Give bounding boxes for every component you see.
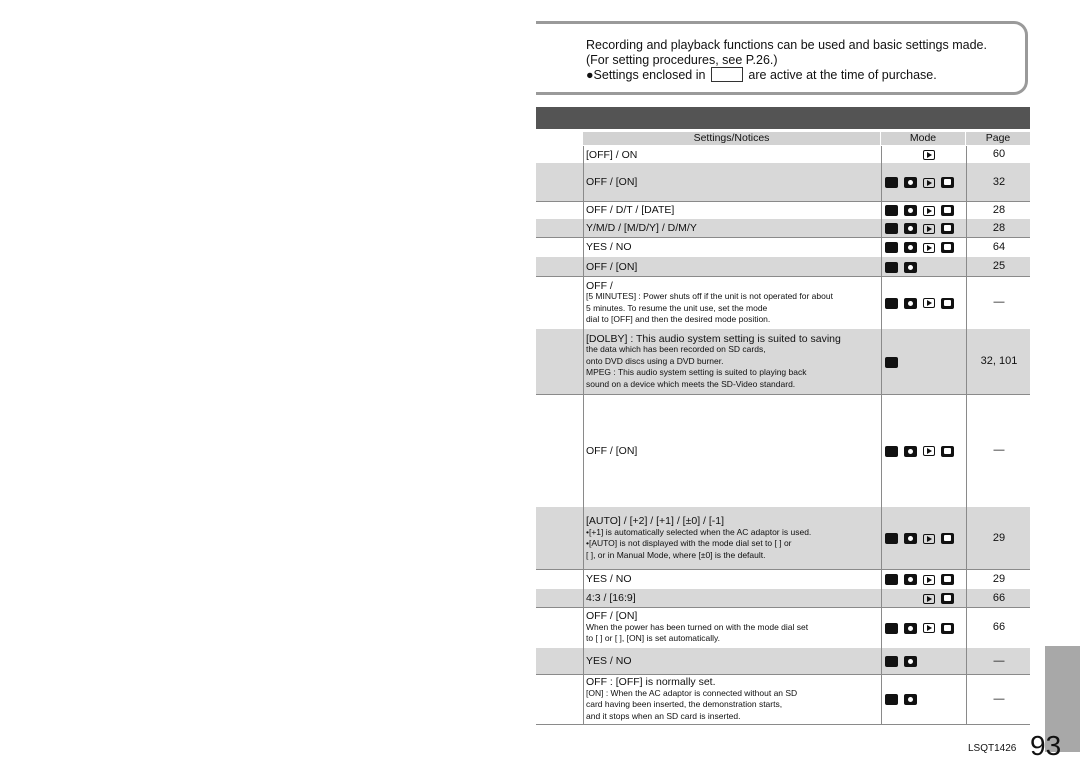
mode-icons [885, 574, 960, 586]
photo-mode-icon [904, 623, 917, 634]
blank-mode-icon [904, 150, 917, 161]
play-mode-icon [923, 594, 935, 604]
setting-text: Y/M/D / [M/D/Y] / D/M/Y [586, 222, 697, 235]
setting-text: YES / NO [586, 573, 632, 586]
setting-text: 5 minutes. To resume the unit use, set the mode [586, 302, 768, 313]
table-row [536, 648, 1030, 675]
header-page: Page [966, 132, 1030, 145]
doc-code: LSQT1426 [968, 743, 1017, 754]
blank-mode-icon [942, 262, 955, 273]
intro-line-1: Recording and playback functions can be used and basic settings made. [586, 38, 987, 52]
page-cell: — [966, 674, 1031, 724]
photo-mode-icon [904, 694, 917, 705]
blank-mode-icon [942, 694, 955, 705]
page-cell: 64 [966, 237, 1031, 257]
play-mode-icon [923, 298, 935, 308]
pbphoto-mode-icon [941, 298, 954, 309]
table-row [536, 237, 1030, 258]
intro-line-3-post: are active at the time of purchase. [748, 68, 937, 82]
photo-mode-icon [904, 574, 917, 585]
setting-text: [AUTO] / [+2] / [+1] / [±0] / [-1] [586, 515, 725, 527]
blank-mode-icon [923, 694, 936, 705]
setting-text: 4:3 / [16:9] [586, 592, 636, 605]
pbphoto-mode-icon [941, 533, 954, 544]
table-row [536, 276, 1030, 330]
blank-mode-icon [904, 357, 917, 368]
photo-mode-icon [904, 205, 917, 216]
page-cell: 60 [966, 146, 1031, 163]
setting-text: •[+1] is automatically selected when the AC adaptor is used. [586, 526, 812, 537]
pbphoto-mode-icon [941, 593, 954, 604]
table-row [536, 163, 1030, 202]
video-mode-icon [885, 298, 898, 309]
setting-text: MPEG : This audio system setting is suited to playing back [586, 367, 807, 378]
mode-icons [885, 297, 960, 309]
setting-text: [ ], or in Manual Mode, where [±0] is the default. [586, 549, 766, 560]
setting-text: OFF / [ON] [586, 176, 638, 189]
blank-mode-icon [923, 357, 936, 368]
page-cell: 32 [966, 163, 1031, 201]
page-cell: 28 [966, 201, 1031, 219]
blank-mode-icon [923, 656, 936, 667]
setting-text: OFF / D/T / [DATE] [586, 204, 675, 217]
setting-text: dial to [OFF] and then the desired mode position. [586, 314, 771, 324]
intro-line-2: (For setting procedures, see P.26.) [586, 53, 778, 67]
setting-text: OFF : [OFF] is normally set. [586, 676, 716, 688]
default-frame-icon [711, 67, 743, 82]
play-mode-icon [923, 206, 935, 216]
play-mode-icon [923, 446, 935, 456]
setting-text: YES / NO [586, 655, 632, 668]
mode-icons [885, 533, 960, 545]
blank-mode-icon [942, 357, 955, 368]
photo-mode-icon [904, 223, 917, 234]
table-row [536, 674, 1030, 725]
table-row [536, 219, 1030, 238]
page-cell: 25 [966, 257, 1031, 276]
setting-text: [ON] : When the AC adaptor is connected without an SD [586, 687, 798, 698]
pbphoto-mode-icon [941, 242, 954, 253]
play-mode-icon [923, 534, 935, 544]
pbphoto-mode-icon [941, 623, 954, 634]
setting-text: [OFF] / ON [586, 148, 638, 161]
video-mode-icon [885, 656, 898, 667]
setting-text: When the power has been turned on with the mode dial set [586, 621, 809, 632]
blank-mode-icon [942, 656, 955, 667]
page-cell: — [966, 394, 1031, 507]
play-mode-icon [923, 575, 935, 585]
intro-line-3 [586, 67, 937, 82]
video-mode-icon [885, 357, 898, 368]
play-mode-icon [923, 178, 935, 188]
pbphoto-mode-icon [941, 446, 954, 457]
video-mode-icon [885, 205, 898, 216]
setting-text: OFF / [ON] [586, 260, 638, 273]
video-mode-icon [885, 223, 898, 234]
header-mode: Mode [881, 132, 965, 145]
table-row [536, 201, 1030, 220]
video-mode-icon [885, 242, 898, 253]
table-row [536, 507, 1030, 570]
blank-mode-icon [904, 593, 917, 604]
mode-icons [885, 149, 960, 161]
mode-icons [885, 177, 960, 189]
settings-cell [583, 237, 917, 257]
mode-icons [885, 261, 961, 273]
video-mode-icon [885, 623, 898, 634]
page-number: 93 [1030, 730, 1062, 761]
mode-icons [885, 223, 960, 235]
pbphoto-mode-icon [941, 223, 954, 234]
pbphoto-mode-icon [941, 574, 954, 585]
mode-icons [885, 445, 960, 457]
video-mode-icon [885, 177, 898, 188]
blank-mode-icon [941, 150, 954, 161]
mode-icons [885, 356, 961, 368]
intro-line-3-pre: ●Settings enclosed in [586, 68, 706, 82]
setting-text: to [ ] or [ ], [ON] is set automatically. [586, 633, 720, 644]
setting-text: [5 MINUTES] : Power shuts off if the unit is not operated for about [586, 291, 833, 301]
setting-text: [DOLBY] : This audio system setting is suited to saving [586, 332, 841, 345]
page-cell: — [966, 276, 1031, 329]
photo-mode-icon [904, 446, 917, 457]
table-row [536, 589, 1030, 608]
blank-mode-icon [885, 593, 898, 604]
setting-text: OFF / [ON] [586, 610, 638, 623]
mode-icons [885, 656, 961, 668]
play-mode-icon [923, 623, 935, 633]
table-row [536, 329, 1030, 395]
blank-mode-icon [923, 262, 936, 273]
video-mode-icon [885, 446, 898, 457]
video-mode-icon [885, 694, 898, 705]
setting-text: OFF / [ON] [586, 444, 638, 457]
mode-icons [885, 694, 961, 706]
page-cell: 29 [966, 569, 1031, 589]
video-mode-icon [885, 262, 898, 273]
setting-text: the data which has been recorded on SD cards, [586, 344, 766, 355]
settings-cell [583, 648, 917, 674]
page-cell: — [966, 648, 1031, 674]
page-cell: 28 [966, 219, 1031, 237]
photo-mode-icon [904, 533, 917, 544]
setting-text: YES / NO [586, 241, 632, 254]
pbphoto-mode-icon [941, 177, 954, 188]
mode-icons [885, 593, 960, 605]
photo-mode-icon [904, 262, 917, 273]
play-mode-icon [923, 243, 935, 253]
setting-text: and it stops when an SD card is inserted. [586, 710, 741, 721]
table-row [536, 146, 1030, 164]
page-cell: 29 [966, 507, 1031, 569]
blank-mode-icon [885, 150, 898, 161]
photo-mode-icon [904, 298, 917, 309]
section-header-bar [536, 107, 1030, 129]
photo-mode-icon [904, 177, 917, 188]
table-row [536, 569, 1030, 590]
setting-text: card having been inserted, the demonstration starts, [586, 699, 783, 709]
mode-icons [885, 205, 960, 217]
header-settings: Settings/Notices [583, 132, 880, 145]
mode-icons [885, 242, 960, 254]
page-cell: 66 [966, 607, 1031, 648]
page-cell: 66 [966, 589, 1031, 607]
settings-cell [583, 569, 917, 589]
page-cell: 32, 101 [966, 329, 1031, 394]
photo-mode-icon [904, 656, 917, 667]
setting-text: •[AUTO] is not displayed with the mode dial set to [ ] or [586, 538, 792, 548]
photo-mode-icon [904, 242, 917, 253]
mode-icons [885, 622, 960, 634]
table-row [536, 257, 1030, 277]
pbphoto-mode-icon [941, 205, 954, 216]
table-row [536, 607, 1030, 649]
video-mode-icon [885, 533, 898, 544]
setting-text: sound on a device which meets the SD-Video standard. [586, 378, 796, 389]
setting-text: onto DVD discs using a DVD burner. [586, 355, 724, 366]
video-mode-icon [885, 574, 898, 585]
table-row [536, 394, 1030, 508]
play-mode-icon [923, 224, 935, 234]
play-mode-icon [923, 150, 935, 160]
setting-text: OFF / [586, 279, 613, 292]
